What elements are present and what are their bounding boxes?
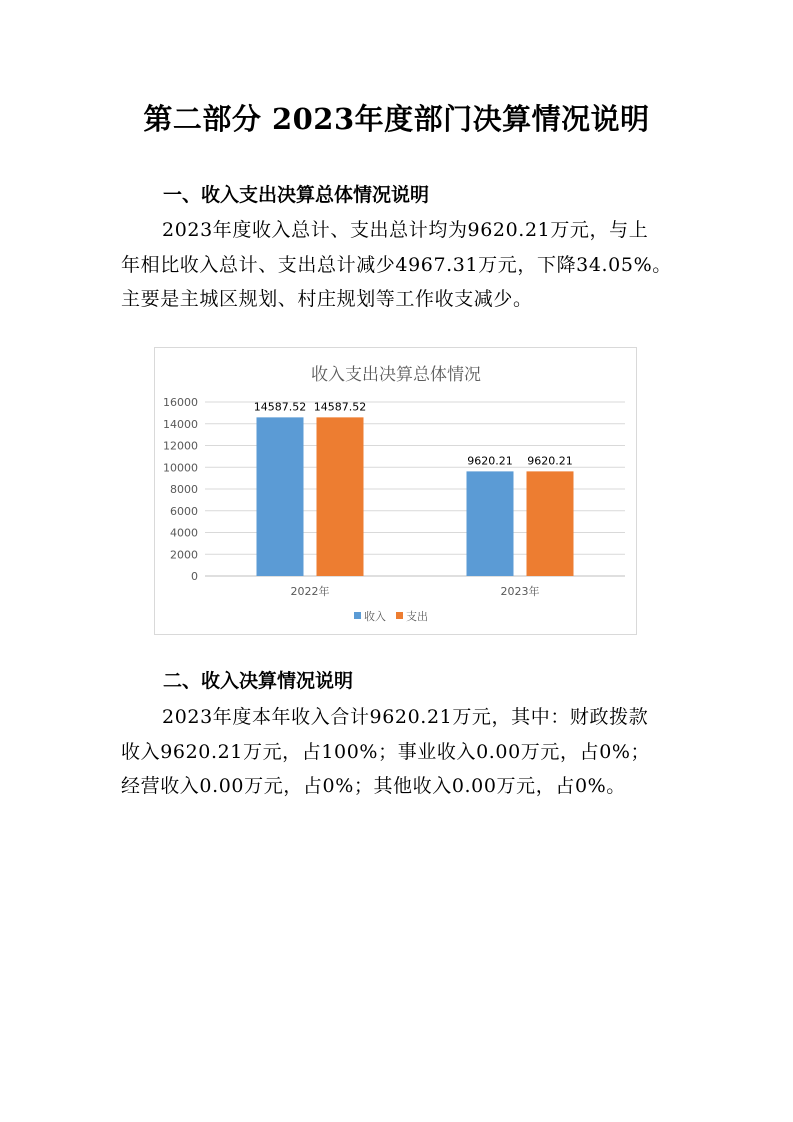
paragraph-line: 主要是主城区规划、村庄规划等工作收支减少。 — [121, 288, 533, 310]
chart-legend — [354, 609, 428, 623]
x-tick-label: 2023年 — [500, 585, 540, 598]
legend-label: 支出 — [406, 610, 428, 623]
paragraph-line: 经营收入0.00万元，占0%；其他收入0.00万元，占0%。 — [121, 775, 626, 797]
y-tick-label: 8000 — [170, 483, 198, 496]
x-axis-ticks — [291, 584, 540, 598]
overview-chart — [154, 347, 637, 635]
x-tick-label: 2022年 — [290, 585, 330, 598]
data-label: 14587.52 — [313, 400, 367, 414]
y-tick-label: 6000 — [170, 504, 198, 518]
chart-bars — [257, 417, 574, 576]
bar — [317, 417, 364, 576]
y-tick-label: 10000 — [163, 461, 198, 475]
y-tick-label: 0 — [191, 570, 198, 583]
y-tick-label: 4000 — [170, 526, 198, 540]
y-tick-label: 2000 — [170, 548, 198, 562]
page-title: 第二部分 2023年度部门决算情况说明 — [143, 102, 650, 136]
paragraph-line: 年相比收入总计、支出总计减少4967.31万元，下降34.05%。 — [121, 253, 672, 276]
data-label: 9620.21 — [527, 454, 573, 468]
legend-swatch — [354, 612, 361, 619]
paragraph-line: 2023年度收入总计、支出总计均为9620.21万元，与上 — [162, 219, 649, 241]
section-heading-overview: 一、收入支出决算总体情况说明 — [163, 184, 430, 206]
y-tick-label: 12000 — [163, 439, 198, 453]
legend-swatch — [396, 612, 403, 619]
bar — [527, 471, 574, 576]
chart-title: 收入支出决算总体情况 — [311, 365, 481, 385]
paragraph-overview — [121, 213, 681, 317]
bar-chart — [155, 348, 638, 636]
y-axis-ticks — [163, 396, 198, 583]
legend-label: 收入 — [364, 610, 386, 623]
paragraph-line: 2023年度本年收入合计9620.21万元，其中：财政拨款 — [162, 706, 649, 728]
paragraph-line: 收入9620.21万元，占100%；事业收入0.00万元，占0%； — [121, 740, 651, 763]
y-tick-label: 14000 — [163, 417, 198, 431]
bar — [467, 471, 514, 576]
paragraph-income — [121, 700, 681, 804]
bar — [257, 417, 304, 576]
data-label: 9620.21 — [467, 454, 513, 468]
data-label: 14587.52 — [253, 400, 307, 414]
y-tick-label: 16000 — [163, 396, 198, 409]
section-heading-income: 二、收入决算情况说明 — [163, 670, 354, 692]
